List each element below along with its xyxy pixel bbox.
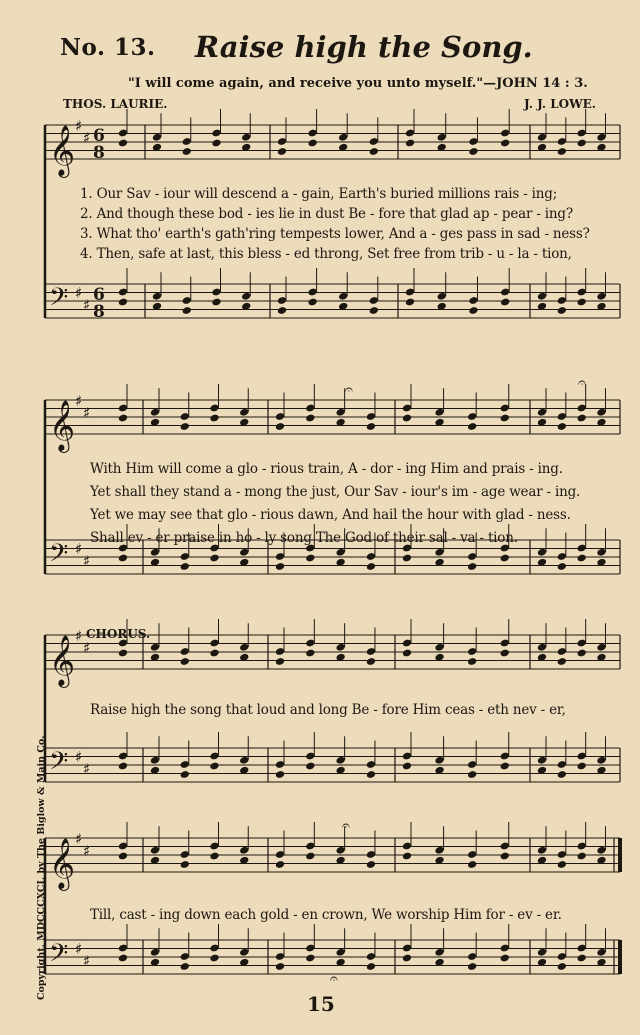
note-head xyxy=(557,962,567,971)
sharp-sign: ♯ xyxy=(83,296,91,314)
note-head xyxy=(557,657,567,666)
sharp-sign: ♯ xyxy=(75,117,83,135)
note-head xyxy=(402,554,412,563)
note-head xyxy=(366,657,376,666)
verse-2-line-1: 2. And though these bod - ies lie in dust Be - fore that glad ap - pear - ing? xyxy=(80,206,573,222)
verse-4-line-2: Shall ev - er praise in ho - ly song The God of their sal - va - tion. xyxy=(90,530,518,546)
note-head xyxy=(180,962,190,971)
note-head xyxy=(557,147,567,156)
sharp-sign: ♯ xyxy=(83,842,91,860)
note-head xyxy=(209,554,219,563)
bass-clef: 𝄢 xyxy=(49,539,69,574)
bass-clef: 𝄢 xyxy=(49,939,69,974)
note-head xyxy=(557,770,567,779)
note-head xyxy=(577,298,587,307)
sharp-sign: ♯ xyxy=(83,760,91,778)
note-head xyxy=(557,422,567,431)
note-head xyxy=(209,414,219,423)
note-head xyxy=(500,139,510,148)
sharp-sign: ♯ xyxy=(83,129,91,147)
note-head xyxy=(369,306,379,315)
verse-3-line-1: 3. What tho' earth's gath'ring tempests lower, And a - ges pass in sad - ness? xyxy=(80,226,590,242)
note-head xyxy=(209,954,219,963)
note-head xyxy=(307,298,317,307)
fermata: 𝄐 xyxy=(330,971,338,987)
note-head xyxy=(467,770,477,779)
note-head xyxy=(500,649,510,658)
composer-credit: J. J. LOWE. xyxy=(524,97,596,111)
note-head xyxy=(577,649,587,658)
note-head xyxy=(118,852,128,861)
note-head xyxy=(405,298,415,307)
sharp-sign: ♯ xyxy=(75,748,83,766)
verse-4-line-1: 4. Then, safe at last, this bless - ed throng, Set free from trib - u - la - tion, xyxy=(80,246,572,262)
note-head xyxy=(180,562,190,571)
treble-clef: 𝄞 xyxy=(49,838,76,889)
note-head xyxy=(182,306,192,315)
note-head xyxy=(557,562,567,571)
note-head xyxy=(402,762,412,771)
sharp-sign: ♯ xyxy=(75,540,83,558)
note-head xyxy=(500,554,510,563)
note-head xyxy=(500,852,510,861)
note-head xyxy=(366,562,376,571)
note-head xyxy=(402,414,412,423)
note-head xyxy=(366,962,376,971)
note-head xyxy=(118,139,128,148)
note-head xyxy=(305,649,315,658)
scripture-epigraph: "I will come again, and receive you unto myself."—JOHN 14 : 3. xyxy=(128,76,588,91)
time-signature-bottom: 8 xyxy=(93,302,105,322)
note-head xyxy=(467,860,477,869)
note-head xyxy=(305,954,315,963)
note-head xyxy=(180,657,190,666)
note-head xyxy=(275,657,285,666)
note-head xyxy=(211,298,221,307)
note-head xyxy=(118,414,128,423)
note-head xyxy=(577,852,587,861)
chorus-label: CHORUS. xyxy=(86,627,151,641)
page-number: 15 xyxy=(307,992,335,1016)
note-head xyxy=(118,762,128,771)
note-head xyxy=(118,298,128,307)
note-head xyxy=(577,954,587,963)
sharp-sign: ♯ xyxy=(75,940,83,958)
note-head xyxy=(182,147,192,156)
sharp-sign: ♯ xyxy=(75,627,83,645)
treble-clef: 𝄞 xyxy=(49,635,76,686)
note-head xyxy=(366,770,376,779)
note-head xyxy=(577,414,587,423)
note-head xyxy=(467,657,477,666)
note-head xyxy=(402,649,412,658)
verse-2-line-2: Yet shall they stand a - mong the just, Our Sav - iour's im - age wear - ing. xyxy=(90,484,581,500)
note-head xyxy=(211,139,221,148)
note-head xyxy=(305,414,315,423)
note-head xyxy=(467,422,477,431)
sharp-sign: ♯ xyxy=(83,639,91,657)
note-head xyxy=(402,852,412,861)
note-head xyxy=(180,770,190,779)
note-head xyxy=(209,649,219,658)
sharp-sign: ♯ xyxy=(75,830,83,848)
treble-clef: 𝄞 xyxy=(49,125,76,176)
note-head xyxy=(209,852,219,861)
note-head xyxy=(557,860,567,869)
lyricist-credit: THOS. LAURIE. xyxy=(63,97,168,111)
treble-clef: 𝄞 xyxy=(49,400,76,451)
note-head xyxy=(180,860,190,869)
note-head xyxy=(500,954,510,963)
note-head xyxy=(500,298,510,307)
note-head xyxy=(305,554,315,563)
note-head xyxy=(180,422,190,431)
note-head xyxy=(557,306,567,315)
bass-clef: 𝄢 xyxy=(49,283,69,318)
note-head xyxy=(402,954,412,963)
note-head xyxy=(467,962,477,971)
fermata: 𝄐 xyxy=(345,382,353,398)
note-head xyxy=(366,860,376,869)
note-head xyxy=(468,306,478,315)
note-head xyxy=(277,147,287,156)
verse-1-line-2: With Him will come a glo - rious train, A - dor - ing Him and prais - ing. xyxy=(90,461,563,477)
note-head xyxy=(118,649,128,658)
verse-1-line-1: 1. Our Sav - iour will descend a - gain, Earth's buried millions rais - ing; xyxy=(80,186,558,202)
note-head xyxy=(468,147,478,156)
note-head xyxy=(577,762,587,771)
chorus-lyric-2: Till, cast - ing down each gold - en crown, We worship Him for - ev - er. xyxy=(90,907,562,923)
bass-clef: 𝄢 xyxy=(49,747,69,782)
fermata: 𝄐 xyxy=(578,375,586,391)
note-head xyxy=(305,852,315,861)
note-head xyxy=(275,770,285,779)
chorus-lyric-1: Raise high the song that loud and long Be - fore Him ceas - eth nev - er, xyxy=(90,702,566,718)
sharp-sign: ♯ xyxy=(83,952,91,970)
fermata: 𝄐 xyxy=(342,818,350,834)
sharp-sign: ♯ xyxy=(83,552,91,570)
note-head xyxy=(305,762,315,771)
note-head xyxy=(307,139,317,148)
note-head xyxy=(209,762,219,771)
note-head xyxy=(275,422,285,431)
note-head xyxy=(500,762,510,771)
note-head xyxy=(467,562,477,571)
note-head xyxy=(405,139,415,148)
time-signature-bottom: 8 xyxy=(93,143,105,163)
hymn-title: Raise high the Song. xyxy=(195,30,533,64)
verse-3-line-2: Yet we may see that glo - rious dawn, And hail the hour with glad - ness. xyxy=(90,507,571,523)
note-head xyxy=(275,860,285,869)
note-head xyxy=(118,554,128,563)
note-head xyxy=(118,954,128,963)
note-head xyxy=(577,554,587,563)
note-head xyxy=(277,306,287,315)
copyright-notice: Copyright, MDCCCXCI, by The Biglow & Main Co. xyxy=(36,735,47,1000)
sharp-sign: ♯ xyxy=(75,392,83,410)
sharp-sign: ♯ xyxy=(83,404,91,422)
note-head xyxy=(366,422,376,431)
note-head xyxy=(500,414,510,423)
time-signature-top: 6 xyxy=(93,285,105,305)
note-head xyxy=(577,139,587,148)
hymn-number: No. 13. xyxy=(60,34,156,61)
sharp-sign: ♯ xyxy=(75,284,83,302)
note-head xyxy=(369,147,379,156)
note-head xyxy=(275,962,285,971)
note-head xyxy=(275,562,285,571)
time-signature-top: 6 xyxy=(93,126,105,146)
